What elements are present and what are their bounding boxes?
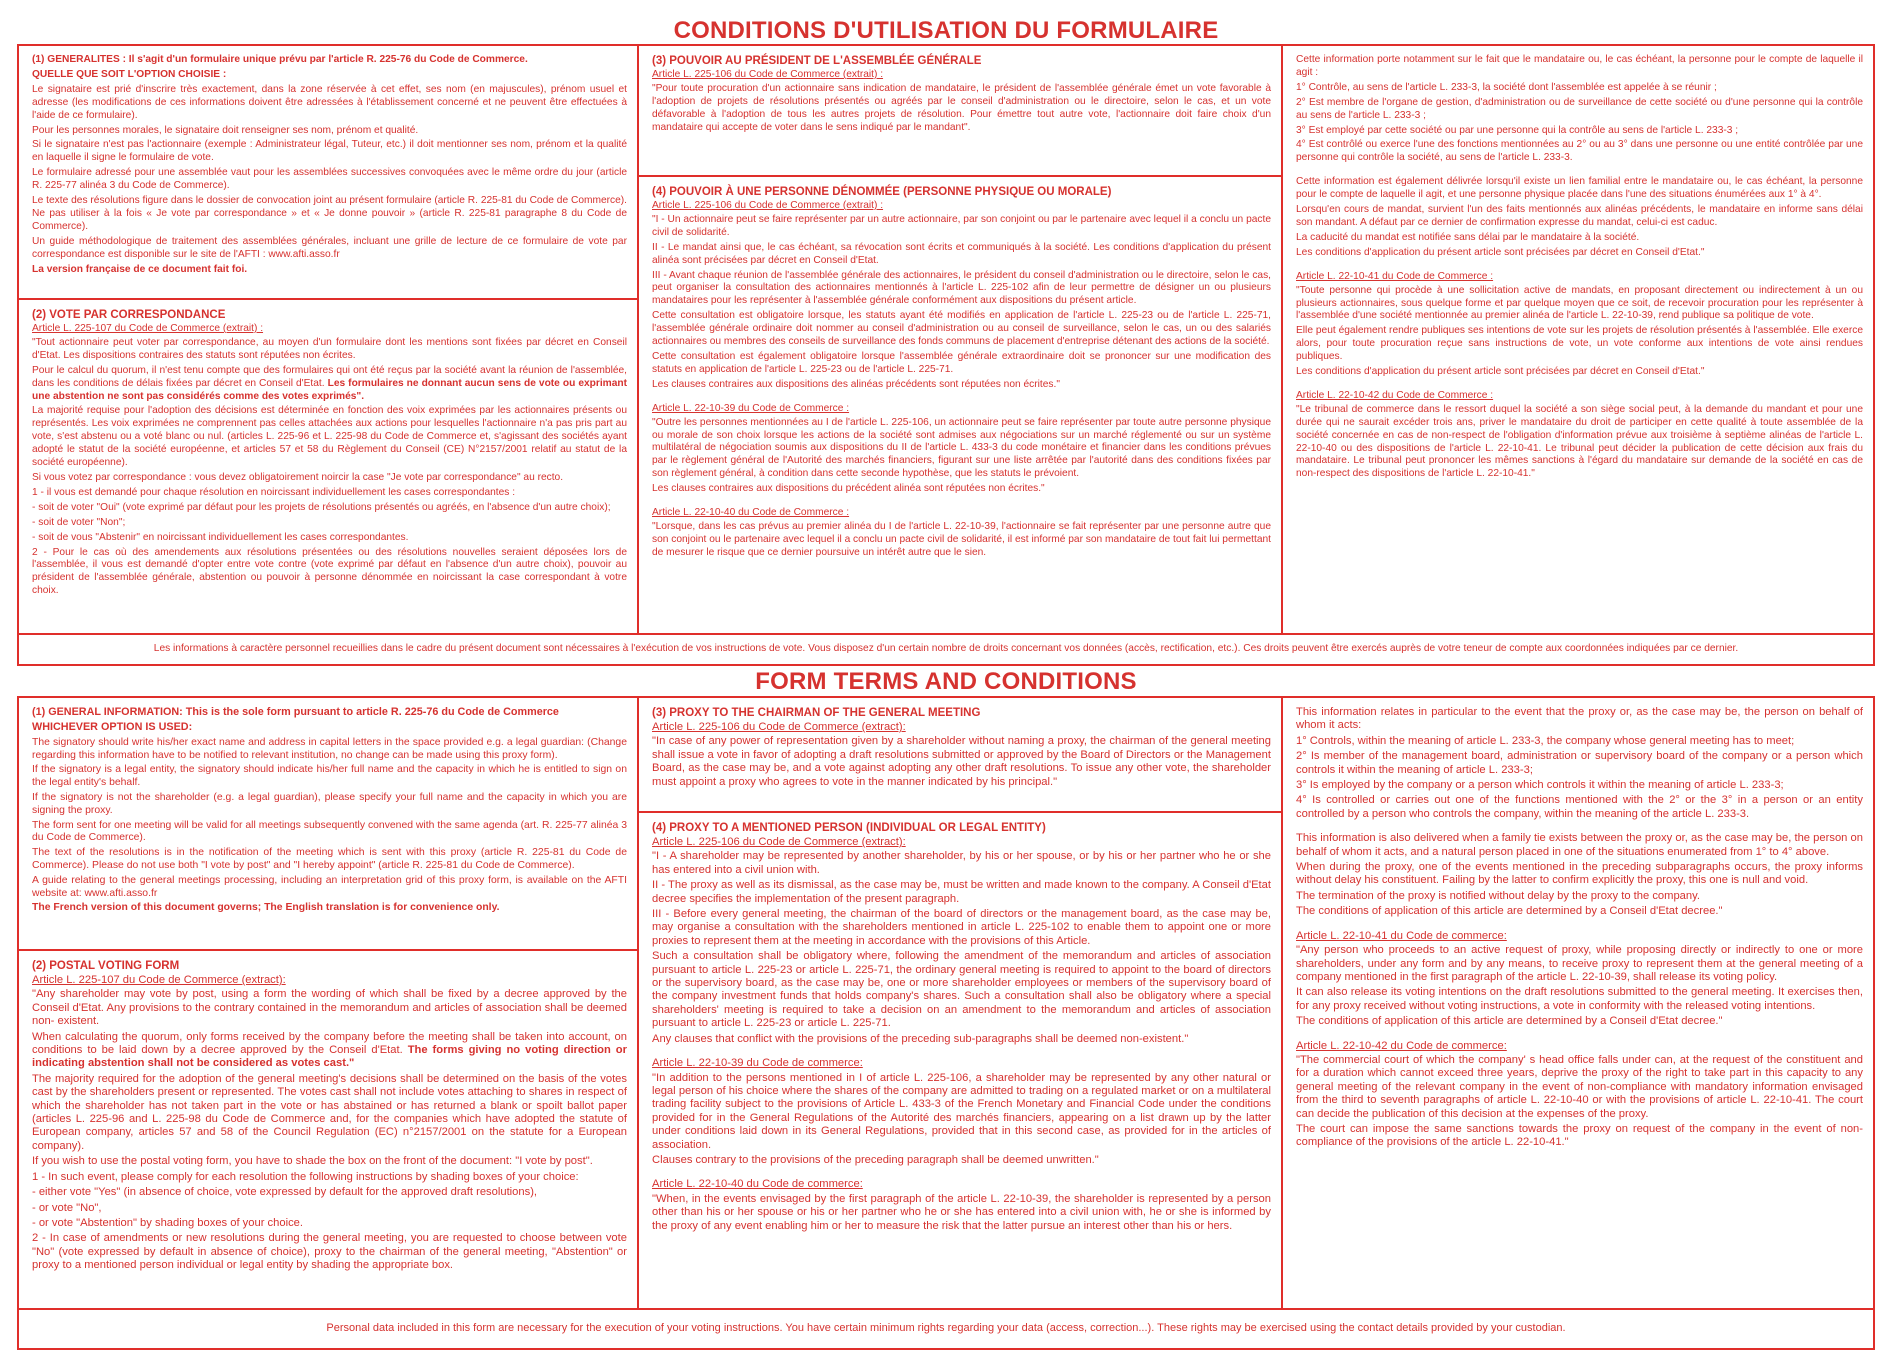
french-terms-frame xyxy=(17,44,1875,666)
fr-proxy-person-heading: (4) POUVOIR À UNE PERSONNE DÉNOMMÉE (PERSONNE PHYSIQUE OU MORALE) xyxy=(652,186,1112,198)
fr-proxy-chairman-box xyxy=(639,46,1281,175)
paragraph: The majority required for the adoption of the general meeting's decisions shall be determined on the basis of the votes cast by the shareholders present or represented. The votes cast shall not include votes attaching to shares in respect of which the shareholder has not taken part in the vote or has abstained or has returned a blank or spoilt ballot paper (articles L. 225-96 and L. 225-98 du Code de Commerce and, for the companies which have adopted the statute of European company, articles 57 and 58 of the Council Regulation (EC) n°2157/2001 on the statute for a European company). xyxy=(32,1072,627,1152)
article-reference: Article L. 22-10-40 du Code de Commerce : xyxy=(652,507,850,519)
paragraph: The court can impose the same sanctions towards the proxy on request of the company in the event of non-compliance of the provisions of the article L. 22-10-41." xyxy=(1296,1122,1863,1149)
fr-postal-vote-heading: (2) VOTE PAR CORRESPONDANCE xyxy=(32,309,226,321)
paragraph: 3° Est employé par cette société ou par une personne qui la contrôle au sens de l'article L. 233-3 ; xyxy=(1296,124,1739,136)
paragraph: Si le signataire n'est pas l'actionnaire (exemple : Administrateur légal, Tuteur, etc.) il doit mentionner ses nom, prénom et la qualité en laquelle il signe le formulaire de vote. xyxy=(32,139,627,164)
paragraph: 4° Is controlled or carries out one of the functions mentioned with the 2° or the 3° in a person or an entity controlled by a person who controls the company, within the meaning of the article L. 233-3. xyxy=(1296,794,1863,820)
paragraph: "In case of any power of representation given by a shareholder without naming a proxy, the chairman of the general meeting shall issue a vote in favor of adopting a draft resolutions submitted or approved by the Board of Directors or the Management Board, as the case may be, and a vote against adopting any other draft resolutions. To issue any other vote, the shareholder must appoint a proxy who agrees to vote in the manner indicated by his principal." xyxy=(652,735,1271,788)
text-span: Pour le calcul du quorum, il n'est tenu compte que des formulaires qui ont été reçus par la société avant la réunion de l'assemblée, dans les conditions de délais fixées par décret en Conseil d'Etat. xyxy=(32,364,627,389)
paragraph xyxy=(32,1031,627,1071)
article-reference: Article L. 22-10-39 du Code de commerce: xyxy=(652,1057,863,1070)
article-reference: Article L. 22-10-39 du Code de Commerce : xyxy=(652,402,850,414)
paragraph: Le texte des résolutions figure dans le dossier de convocation joint au présent formulaire (article R. 225-81 du Code de Commerce). Ne pas utiliser à la fois « Je vote par correspondance » et « Je donne pouvoir » (article R. 225-81 paragraphe 8 du Code de Commerce). xyxy=(32,195,627,232)
paragraph: III - Avant chaque réunion de l'assemblée générale des actionnaires, le président du conseil d'administration ou le directoire, selon le cas, peut organiser la consultation des actionnaires mentionnés à l'article L. 225-102 afin de leur permettre de désigner un ou plusieurs mandataires pour les représenter à l'assemblée générale conformément aux dispositions du présent article. xyxy=(652,269,1271,307)
paragraph: - soit de vous "Abstenir" en noircissant individuellement les cases correspondantes. xyxy=(32,531,409,543)
en-proxy-chairman-box xyxy=(639,698,1281,811)
afti-link-paragraph: Un guide méthodologique de traitement des assemblées générales, incluant une grille de lecture de ce formulaire de vote par correspondance est disponible sur le site de l'AFTI : www.afti.asso.fr xyxy=(32,235,627,260)
paragraph: Elle peut également rendre publiques ses intentions de vote sur les projets de résolution présentés à l'assemblée. Elle exerce alors, pour toute procuration reçue sans instructions de vote, un vote conforme aux intentions de vote ainsi rendues publiques. xyxy=(1296,325,1863,363)
en-postal-vote-heading: (2) POSTAL VOTING FORM xyxy=(32,960,180,972)
en-general-heading: (1) GENERAL INFORMATION: This is the sole form pursuant to article R. 225-76 du Code de Commerce xyxy=(32,706,559,718)
paragraph: Cette information porte notamment sur le fait que le mandataire ou, le cas échéant, la personne pour le compte de laquelle il agit : xyxy=(1296,54,1863,78)
paragraph: "Tout actionnaire peut voter par correspondance, au moyen d'un formulaire dont les mentions sont fixées par décret en Conseil d'Etat. Les dispositions contraires des statuts sont réputées non écrites. xyxy=(32,336,627,361)
paragraph: Such a consultation shall be obligatory where, following the amendment of the memorandum and articles of association pursuant to article L. 225-23 or article L. 225-71, the ordinary general meeting is required to appoint to the board of directors or the supervisory board, as the case may be, one or more shareholder employees or members of the supervisory board of the company investment funds that holds company's shares. Such a consultation shall also be obligatory where a special shareholders' meeting is required to take a decision on an amendment to the memorandum and articles of association pursuant to article L. 225-23 or article L. 225-71. xyxy=(652,950,1271,1030)
paragraph: La caducité du mandat est notifiée sans délai par le mandataire à la société. xyxy=(1296,231,1640,243)
paragraph: 2° Est membre de l'organe de gestion, d'administration ou de surveillance de cette société ou d'une personne qui la contrôle au sens de l'article L. 233-3 ; xyxy=(1296,96,1863,121)
fr-proxy-chairman-heading: (3) POUVOIR AU PRÉSIDENT DE L'ASSEMBLÉE GÉNÉRALE xyxy=(652,55,982,67)
paragraph: "Lorsque, dans les cas prévus au premier alinéa du I de l'article L. 22-10-39, l'actionnaire se fait représenter par une personne autre que son conjoint ou le partenaire avec lequel il a conclu un pacte civil de solidarité, il est informé par son mandataire de tout fait lui permettant de mesurer le risque que ce dernier poursuive un intérêt autre que le sien. xyxy=(652,520,1271,558)
paragraph: - or vote "Abstention" by shading boxes of your choice. xyxy=(32,1216,304,1229)
fr-postal-vote-box xyxy=(19,300,637,633)
article-reference: Article L. 225-106 du Code de Commerce (extrait) : xyxy=(652,69,884,80)
paragraph: The text of the resolutions is in the notification of the meeting which is sent with this proxy (article R. 225-81 du Code de Commerce). Please do not use both "I vote by post" and "I hereby appoint" (article R. 225-81 du Code de Commerce). xyxy=(32,847,627,871)
paragraph: Cette information est également délivrée lorsqu'il existe un lien familial entre le mandataire ou, le cas échéant, la personne pour le compte de laquelle il agit, et une personne physique placée dans l'une des situations énumérées aux 1° à 4°. xyxy=(1296,176,1863,201)
article-reference: Article L. 225-106 du Code de Commerce (extract): xyxy=(652,836,906,848)
bold-text-span: The forms giving no voting direction or indicating abstention shall not be considered as votes cast." xyxy=(32,1044,627,1070)
paragraph: 4° Est contrôlé ou exerce l'une des fonctions mentionnées au 2° ou au 3° dans une personne ou une entité contrôlée par une personne qui contrôle la société, au sens de l'article L. 233-3. xyxy=(1296,139,1863,164)
article-reference: Article L. 225-107 du Code de Commerce (extract): xyxy=(32,974,286,986)
article-reference: Article L. 225-106 du Code de Commerce (extract): xyxy=(652,721,906,733)
paragraph: 1° Contrôle, au sens de l'article L. 233-3, la société dont l'assemblée est appelée à se réunir ; xyxy=(1296,81,1717,93)
paragraph: If you wish to use the postal voting form, you have to shade the box on the front of the document: "I vote by post". xyxy=(32,1155,593,1168)
paragraph: The conditions of application of this article are determined by a Conseil d'Etat decree." xyxy=(1296,905,1723,918)
english-section-title: FORM TERMS AND CONDITIONS xyxy=(755,668,1137,695)
paragraph: - or vote "No", xyxy=(32,1201,102,1214)
paragraph: - soit de voter "Oui" (vote exprimé par défaut pour les projets de résolutions présentés ou agréés, en l'absence d'un autre choix); xyxy=(32,501,611,513)
paragraph: Lorsqu'en cours de mandat, survient l'un des faits mentionnés aux alinéas précédents, le mandataire en informe sans délai son mandant. A défaut par ce dernier de confirmation expresse du mandat, celui-ci est caduc. xyxy=(1296,204,1863,228)
article-reference: Article L. 225-106 du Code de Commerce (extrait) : xyxy=(652,200,884,211)
paragraph: Clauses contrary to the provisions of the preceding paragraph shall be deemed unwritten." xyxy=(652,1153,1099,1166)
fr-proxy-person-box xyxy=(639,177,1281,633)
paragraph: II - Le mandat ainsi que, le cas échéant, sa révocation sont écrits et communiqués à la société. Les conditions d'application du présent alinéa sont précisées par décret en Conseil d'Etat. xyxy=(652,241,1271,266)
paragraph: "I - Un actionnaire peut se faire représenter par un autre actionnaire, par son conjoint ou par le partenaire avec lequel il a conclu un pacte civil de solidarité. xyxy=(652,213,1271,238)
article-reference: Article L. 22-10-40 du Code de commerce: xyxy=(652,1178,863,1191)
paragraph: This information relates in particular to the event that the proxy or, as the case may be, the person on behalf of whom it acts: xyxy=(1296,706,1863,732)
english-terms-frame xyxy=(17,696,1875,1350)
paragraph: II - The proxy as well as its dismissal, as the case may be, must be written and made known to the company. A Conseil d'Etat decree specifies the implementation of the present paragraph. xyxy=(652,879,1271,905)
afti-link-paragraph: A guide relating to the general meetings processing, including an interpretation grid of this proxy form, is available on the AFTI website at: www.afti.asso.fr xyxy=(32,874,627,899)
paragraph: "I - A shareholder may be represented by another shareholder, by his or her spouse, or by his or her partner who he or she has entered into a civil union with. xyxy=(652,850,1271,876)
paragraph: - either vote "Yes" (in absence of choice, vote expressed by default for the approved draft resolutions), xyxy=(32,1186,538,1199)
paragraph: 2 - In case of amendments or new resolutions during the general meeting, you are requested to choose between vote "No" (vote expressed by default in absence of choice), proxy to the chairman of the general meeting, "Abstention" or proxy to a mentioned person individual or legal entity by shading the appropriate box. xyxy=(32,1232,627,1272)
paragraph: Cette consultation est également obligatoire lorsque l'assemblée générale extraordinaire doit se prononcer sur une modification des statuts en application de l'article L. 225-23 ou de l'article L. 225-71. xyxy=(652,350,1271,375)
paragraph xyxy=(32,365,627,404)
en-postal-vote-box xyxy=(19,951,637,1308)
paragraph: 1° Controls, within the meaning of article L. 233-3, the company whose general meeting has to meet; xyxy=(1296,734,1795,747)
paragraph: Si vous votez par correspondance : vous devez obligatoirement noircir la case "Je vote par correspondance" au recto. xyxy=(32,471,564,483)
paragraph: The French version of this document governs; The English translation is for convenience only. xyxy=(32,902,500,914)
paragraph: "Any person who proceeds to an active request of proxy, while proposing directly or indirectly to one or more shareholders, under any form and by any means, to receive proxy to represent them at the general meeting of a company mentioned in the first paragraph of the article L. 22-10-39, shall release its voting policy. xyxy=(1296,944,1863,983)
article-reference: Article L. 22-10-42 du Code de commerce: xyxy=(1296,1039,1507,1052)
paragraph: 2° Is member of the management board, administration or supervisory board of the company or a person which controls it within the meaning of article L. 233-3; xyxy=(1296,750,1863,776)
paragraph: Le formulaire adressé pour une assemblée vaut pour les assemblées successives convoquées avec le même ordre du jour (article R. 225-77 alinéa 3 du Code de Commerce). xyxy=(32,167,627,192)
paragraph: It can also release its voting intentions on the draft resolutions submitted to the general meeting. It exercises then, for any proxy received without voting instructions, a vote in conformity with the released voting intentions. xyxy=(1296,986,1863,1012)
en-option-heading: WHICHEVER OPTION IS USED: xyxy=(32,721,193,734)
paragraph: Any clauses that conflict with the provisions of the preceding sub-paragraphs shall be deemed non-existent." xyxy=(652,1032,1189,1045)
paragraph: Cette consultation est obligatoire lorsque, les statuts ayant été modifiés en application de l'article L. 225-23 ou de l'article L. 225-71, l'assemblée générale ordinaire doit nommer au conseil d'administration ou au conseil de surveillance, selon le cas, un ou des salariés actionnaires ou membres des conseils de surveillance des fonds communs de placement d'entreprise détenant des actions de la société. xyxy=(652,310,1271,348)
paragraph: When during the proxy, one of the events mentioned in the preceding subparagraphs occurs, the proxy informs without delay his constituent. Failing by the latter to confirm explicitly the proxy, this one is null and void. xyxy=(1296,861,1863,887)
en-information-column xyxy=(1283,698,1873,1308)
paragraph: Les conditions d'application du présent article sont précisées par décret en Conseil d'Etat." xyxy=(1296,366,1705,378)
paragraph: La majorité requise pour l'adoption des décisions est déterminée en fonction des voix exprimées par les actionnaires présents ou représentés. Les voix exprimées ne comprennent pas celles attachées aux actions pour lesquelles l'actionnaire n'a pas pris part au vote, s'est abstenu ou a voté blanc ou nul. (articles L. 225-96 et L. 225-98 du Code de Commerce et, s'agissant des sociétés ayant adopté le statut de la société européenne, et articles 57 et 58 du Règlement du Conseil (CE) N°2157/2001 relatif au statut de la société européenne). xyxy=(32,405,627,469)
paragraph: "Pour toute procuration d'un actionnaire sans indication de mandataire, le président de l'assemblée générale émet un vote favorable à l'adoption de projets de résolutions présentés ou agréés par le conseil d'administration ou le directoire, selon le cas, et un vote défavorable à l'adoption de tous les autres projets de résolution. Pour émettre tout autre vote, l'actionnaire doit faire choix d'un mandataire qui accepte de voter dans le sens indiqué par le mandant". xyxy=(652,82,1271,133)
paragraph: - soit de voter "Non"; xyxy=(32,516,126,528)
fr-option-heading: QUELLE QUE SOIT L'OPTION CHOISIE : xyxy=(32,68,227,80)
paragraph: III - Before every general meeting, the chairman of the board of directors or the management board, as the case may be, may organise a consultation with the shareholders mentioned in article L. 225-102 to enable them to appoint one or more proxies to represent them at the meeting in accordance with the provisions of this Article. xyxy=(652,908,1271,947)
paragraph: Les clauses contraires aux dispositions des alinéas précédents sont réputées non écrites." xyxy=(652,378,1060,390)
paragraph: 1 - il vous est demandé pour chaque résolution en noircissant individuellement les cases correspondantes : xyxy=(32,486,516,498)
paragraph: "Any shareholder may vote by post, using a form the wording of which shall be fixed by a decree approved by the Conseil d'Etat. Any provisions to the contrary contained in the memorandum and articles of association shall be deemed non- existent. xyxy=(32,988,627,1028)
paragraph: "The commercial court of which the company' s head office falls under can, at the request of the constituent and for a duration which cannot exceed three years, deprive the proxy of the right to take part in this capacity to any general meeting of the relevant company in the event of non-compliance with mandatory information envisaged from the third to seventh paragraphs of article L. 22-10-40 or with the provisions of article L. 22-10-41. The court can decide the publication of this decision at the expenses of the proxy. xyxy=(1296,1053,1863,1120)
paragraph: "Outre les personnes mentionnées au I de l'article L. 225-106, un actionnaire peut se faire représenter par toute autre personne physique ou morale de son choix lorsque les actions de la société sont admises aux négociations sur un marché réglementé ou sur un système multilatéral de négociation soumis aux dispositions du II de l'article L. 433-3 du code monétaire et financier dans les conditions prévues par le règlement général de l'Autorité des marchés financiers, figurant sur une liste arrêtée par l'autorité dans des conditions fixées par son règlement général, à condition dans cette seconde hypothèse, que les statuts le prévoient. xyxy=(652,416,1271,480)
bold-text-span: Les formulaires ne donnant aucun sens de vote ou exprimant une abstention ne sont pas considérés comme des votes exprimés". xyxy=(32,377,628,402)
paragraph: The signatory should write his/her exact name and address in capital letters in the space provided e.g. a legal guardian: (Change regarding this information have to be notified to relevant institution, no change can be made using this proxy form). xyxy=(32,736,627,761)
paragraph: "Le tribunal de commerce dans le ressort duquel la société a son siège social peut, à la demande du mandant et pour une durée qui ne saurait excéder trois ans, priver le mandataire du droit de participer en cette qualité à toute assemblée de la société concernée en cas de non-respect de l'obligation d'information prévue aux troisième à septième alinéas de l'article L. 22-10-40 ou des dispositions de l'article L. 22-10-41. Le tribunal peut décider la publication de cette décision aux frais du mandataire. Le tribunal peut prononcer les mêmes sanctions à l'égard du mandataire sur demande de la société en cas de non-respect des dispositions de l'article L. 22-10-41." xyxy=(1296,403,1863,480)
fr-information-column xyxy=(1283,46,1873,633)
paragraph: Les clauses contraires aux dispositions du précédent alinéa sont réputées non écrites." xyxy=(652,483,1045,495)
article-reference: Article L. 22-10-41 du Code de commerce: xyxy=(1296,929,1507,942)
paragraph: This information is also delivered when a family tie exists between the proxy or, as the case may be, the person on behalf of whom it acts, and a natural person placed in one of the situations enumerated from 1° to 4° above. xyxy=(1296,832,1863,858)
article-reference: Article L. 225-107 du Code de Commerce (extrait) : xyxy=(32,323,264,334)
text-span: When calculating the quorum, only forms received by the company before the meeting shall be taken into account, on conditions to be laid down by a decree approved by the Conseil d'Etat. xyxy=(32,1030,627,1057)
paragraph: 2 - Pour le cas où des amendements aux résolutions présentées ou des résolutions nouvelles seraient déposées lors de l'assemblée, il vous est demandé d'opter entre vote contre (vote exprimé par défaut en l'absence d'un autre choix), pouvoir au président de l'assemblée générale, abstention ou pouvoir à personne dénommée en noircissant la case correspondant à votre choix. xyxy=(32,546,627,597)
paragraph: Le signataire est prié d'inscrire très exactement, dans la zone réservée à cet effet, ses nom (en majuscules), prénom usuel et adresse (les modifications de ces informations doivent être adressées à l'établissement concerné et ne peuvent être effectuées à l'aide de ce formulaire). xyxy=(32,83,627,121)
paragraph: Les conditions d'application du présent article sont précisées par décret en Conseil d'Etat." xyxy=(1296,246,1705,258)
paragraph: The termination of the proxy is notified without delay by the proxy to the company. xyxy=(1296,889,1700,902)
fr-general-info-box xyxy=(19,46,637,298)
paragraph: If the signatory is a legal entity, the signatory should indicate his/her full name and the capacity in which he is entitled to sign on the legal entity's behalf. xyxy=(32,764,627,789)
en-proxy-person-heading: (4) PROXY TO A MENTIONED PERSON (INDIVIDUAL OR LEGAL ENTITY) xyxy=(652,822,1046,834)
paragraph: "Toute personne qui procède à une sollicitation active de mandats, en proposant directement ou indirectement à un ou plusieurs actionnaires, sous quelque forme et par quelque moyen que ce soit, de recevoir procuration pour les représenter à l'assemblée d'une société mentionnée au premier alinéa de l'article L. 22-10-39, rend publique sa politique de vote. xyxy=(1296,284,1863,322)
paragraph: 3° Is employed by the company or a person which controls it within the meaning of article L. 233-3; xyxy=(1296,779,1784,792)
fr-privacy-footer: Les informations à caractère personnel recueillies dans le cadre du présent document sont nécessaires à l'exécution de vos instructions de vote. Vous disposez d'un certain nombre de droits concernant vos données (accès, rectification, etc.). Ces droits peuvent être exercés auprès de votre teneur de compte aux coordonnées indiquées par ce dernier. xyxy=(153,643,1739,654)
en-proxy-person-box xyxy=(639,813,1281,1308)
en-general-info-box xyxy=(19,698,637,949)
article-reference: Article L. 22-10-41 du Code de Commerce : xyxy=(1296,270,1494,282)
paragraph: "In addition to the persons mentioned in I of article L. 225-106, a shareholder may be represented by any other natural or legal person of his choice where the shares of the company are admitted to trading on a regulated market or on a multilateral trading facility subject to the provisions of Article L. 433-3 of the French Monetary and Financial Code under the conditions provided for in the General Regulations of the Autorité des marchés financiers, appearing on a list drawn up by the latter under conditions laid down in its General Regulations, provided that in this second case, as provided for in the articles of association. xyxy=(652,1071,1271,1151)
paragraph: The conditions of application of this article are determined by a Conseil d'Etat decree." xyxy=(1296,1015,1723,1028)
en-privacy-footer: Personal data included in this form are necessary for the execution of your voting instructions. You have certain minimum rights regarding your data (access, correction...). These rights may be exercised using the contact details provided by your custodian. xyxy=(326,1322,1566,1334)
paragraph: If the signatory is not the shareholder (e.g. a legal guardian), please specify your full name and the capacity in which you are signing the proxy. xyxy=(32,792,627,816)
paragraph: The form sent for one meeting will be valid for all meetings subsequently convened with the same agenda (art. R. 225-77 alinéa 3 du Code de Commerce). xyxy=(32,819,627,844)
paragraph: Pour les personnes morales, le signataire doit renseigner ses nom, prénom et qualité. xyxy=(32,124,419,136)
article-reference: Article L. 22-10-42 du Code de Commerce : xyxy=(1296,389,1494,401)
en-proxy-chairman-heading: (3) PROXY TO THE CHAIRMAN OF THE GENERAL MEETING xyxy=(652,707,981,719)
paragraph: La version française de ce document fait foi. xyxy=(32,263,248,275)
paragraph: 1 - In such event, please comply for each resolution the following instructions by shading boxes of your choice: xyxy=(32,1170,579,1183)
paragraph: "When, in the events envisaged by the first paragraph of the article L. 22-10-39, the shareholder is represented by a person other than his or her spouse or his or her partner who he or she has entered into a civil union with, he or she is informed by the proxy of any event enabling him or her to measure the risk that the latter pursue an interest other than his or hers. xyxy=(652,1192,1271,1232)
french-section-title: CONDITIONS D'UTILISATION DU FORMULAIRE xyxy=(673,17,1219,44)
fr-general-heading: (1) GENERALITES : Il s'agit d'un formulaire unique prévu par l'article R. 225-76 du Code de Commerce. xyxy=(32,54,528,65)
